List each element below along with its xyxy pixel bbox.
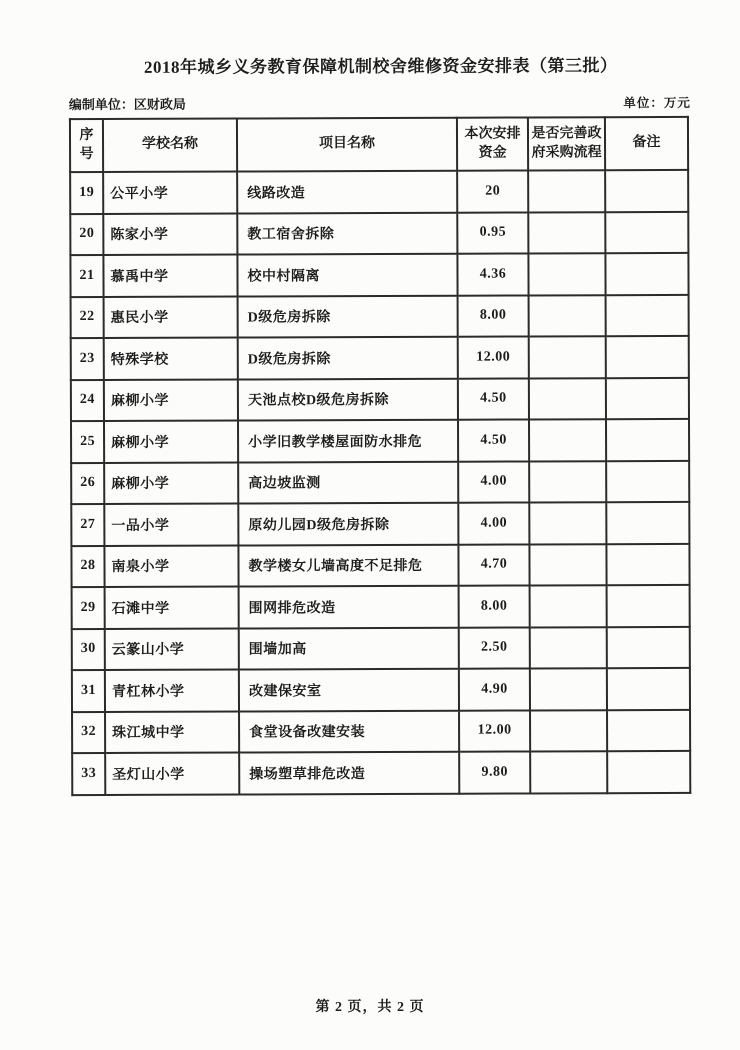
cell-amount: 2.50 bbox=[459, 627, 530, 669]
cell-project: D级危房拆除 bbox=[238, 337, 458, 379]
cell-no: 19 bbox=[70, 172, 103, 214]
cell-project: 围墙加高 bbox=[239, 627, 459, 669]
table-header-row bbox=[70, 117, 688, 172]
cell-procurement bbox=[528, 253, 605, 295]
cell-remark bbox=[607, 709, 690, 751]
cell-amount: 8.00 bbox=[459, 585, 530, 627]
cell-amount: 9.80 bbox=[459, 751, 530, 793]
cell-amount: 20 bbox=[457, 170, 528, 212]
unit-label: 单位：万元 bbox=[623, 95, 691, 111]
table-row bbox=[71, 460, 689, 504]
cell-procurement bbox=[530, 627, 607, 669]
cell-school: 珠江城中学 bbox=[105, 711, 239, 753]
cell-amount: 12.00 bbox=[459, 710, 530, 752]
table-row bbox=[71, 377, 689, 421]
cell-remark bbox=[606, 336, 689, 378]
cell-no: 20 bbox=[70, 213, 103, 255]
cell-school: 麻柳小学 bbox=[104, 462, 238, 504]
cell-remark bbox=[607, 668, 690, 710]
table-body bbox=[70, 170, 690, 795]
cell-amount: 8.00 bbox=[458, 295, 529, 337]
cell-procurement bbox=[529, 295, 606, 337]
cell-no: 25 bbox=[71, 421, 104, 463]
page-number: 第 2 页，共 2 页 bbox=[315, 1000, 425, 1015]
cell-procurement bbox=[529, 419, 606, 461]
cell-project: 围网排危改造 bbox=[239, 586, 459, 628]
cell-school: 陈家小学 bbox=[103, 213, 237, 255]
cell-procurement bbox=[530, 751, 607, 793]
cell-amount: 4.50 bbox=[458, 419, 529, 461]
cell-amount: 4.36 bbox=[457, 253, 528, 295]
cell-procurement bbox=[528, 212, 605, 254]
table-row bbox=[71, 419, 689, 463]
cell-remark bbox=[606, 419, 689, 461]
cell-project: 操场塑草排危改造 bbox=[239, 752, 459, 794]
cell-no: 31 bbox=[72, 670, 105, 712]
cell-remark bbox=[605, 211, 688, 253]
column-header-no: 序 号 bbox=[70, 119, 103, 172]
meta-row bbox=[69, 92, 691, 113]
cell-amount: 4.90 bbox=[459, 668, 530, 710]
cell-procurement bbox=[529, 544, 606, 586]
cell-remark bbox=[605, 170, 688, 212]
cell-no: 21 bbox=[70, 255, 103, 297]
cell-school: 青杠林小学 bbox=[105, 670, 239, 712]
prepared-by-label: 编制单位：区财政局 bbox=[68, 96, 186, 113]
column-header-project: 项目名称 bbox=[237, 118, 457, 172]
table-row bbox=[71, 336, 689, 380]
cell-school: 一品小学 bbox=[104, 504, 238, 546]
cell-remark bbox=[606, 460, 689, 502]
cell-no: 24 bbox=[71, 379, 104, 421]
cell-school: 麻柳小学 bbox=[104, 379, 238, 421]
table-row bbox=[72, 626, 690, 670]
cell-procurement bbox=[530, 710, 607, 752]
table-row bbox=[71, 543, 689, 587]
cell-remark bbox=[606, 543, 689, 585]
column-header-procurement: 是否完善政 府采购流程 bbox=[528, 117, 605, 170]
cell-school: 石滩中学 bbox=[105, 587, 239, 629]
table-row bbox=[70, 170, 688, 214]
cell-school: 慕禹中学 bbox=[103, 255, 237, 297]
cell-procurement bbox=[529, 461, 606, 503]
column-header-amount: 本次安排 资金 bbox=[457, 117, 528, 170]
table-row bbox=[70, 211, 688, 255]
cell-remark bbox=[606, 377, 689, 419]
cell-project: 原幼儿园D级危房拆除 bbox=[238, 503, 458, 545]
cell-procurement bbox=[529, 502, 606, 544]
cell-no: 29 bbox=[72, 587, 105, 629]
table-header bbox=[70, 117, 688, 172]
cell-project: 天池点校D级危房拆除 bbox=[238, 378, 458, 420]
cell-no: 23 bbox=[71, 338, 104, 380]
cell-remark bbox=[605, 253, 688, 295]
cell-school: 公平小学 bbox=[103, 172, 237, 214]
cell-amount: 12.00 bbox=[458, 336, 529, 378]
cell-no: 30 bbox=[72, 628, 105, 670]
cell-school: 云篆山小学 bbox=[105, 628, 239, 670]
cell-project: 教学楼女儿墙高度不足排危 bbox=[238, 544, 458, 586]
table-row bbox=[72, 668, 690, 712]
table-row bbox=[71, 294, 689, 338]
cell-amount: 4.00 bbox=[458, 502, 529, 544]
column-header-remark: 备注 bbox=[605, 117, 688, 170]
cell-procurement bbox=[530, 585, 607, 627]
cell-school: 特殊学校 bbox=[104, 338, 238, 380]
cell-no: 33 bbox=[72, 753, 105, 795]
cell-project: 小学旧教学楼屋面防水排危 bbox=[238, 420, 458, 462]
cell-remark bbox=[606, 502, 689, 544]
table-row bbox=[70, 253, 688, 297]
cell-school: 圣灯山小学 bbox=[105, 753, 239, 795]
cell-project: 校中村隔离 bbox=[237, 254, 457, 296]
funds-table bbox=[69, 116, 691, 796]
cell-remark bbox=[607, 585, 690, 627]
cell-school: 南泉小学 bbox=[104, 545, 238, 587]
cell-no: 28 bbox=[71, 545, 104, 587]
cell-procurement bbox=[528, 170, 605, 212]
cell-procurement bbox=[530, 668, 607, 710]
cell-project: 食堂设备改建安装 bbox=[239, 710, 459, 752]
cell-no: 32 bbox=[72, 711, 105, 753]
cell-remark bbox=[606, 294, 689, 336]
table-row bbox=[72, 709, 690, 753]
cell-procurement bbox=[529, 336, 606, 378]
cell-amount: 0.95 bbox=[457, 212, 528, 254]
page-title: 2018年城乡义务教育保障机制校舍维修资金安排表（第三批） bbox=[143, 56, 618, 77]
table-row bbox=[72, 751, 690, 795]
cell-school: 惠民小学 bbox=[104, 296, 238, 338]
cell-no: 22 bbox=[71, 296, 104, 338]
cell-project: 改建保安室 bbox=[239, 669, 459, 711]
cell-amount: 4.70 bbox=[458, 544, 529, 586]
cell-remark bbox=[607, 751, 690, 793]
cell-school: 麻柳小学 bbox=[104, 421, 238, 463]
column-header-school: 学校名称 bbox=[103, 119, 237, 172]
cell-amount: 4.50 bbox=[458, 378, 529, 420]
cell-amount: 4.00 bbox=[458, 461, 529, 503]
cell-project: 教工宿舍拆除 bbox=[237, 212, 457, 254]
cell-project: D级危房拆除 bbox=[238, 295, 458, 337]
cell-project: 高边坡监测 bbox=[238, 461, 458, 503]
document-sheet bbox=[69, 47, 696, 796]
cell-procurement bbox=[529, 378, 606, 420]
cell-no: 27 bbox=[71, 504, 104, 546]
cell-project: 线路改造 bbox=[237, 171, 457, 213]
cell-no: 26 bbox=[71, 462, 104, 504]
table-row bbox=[71, 502, 689, 546]
table-row bbox=[72, 585, 690, 629]
cell-remark bbox=[607, 626, 690, 668]
